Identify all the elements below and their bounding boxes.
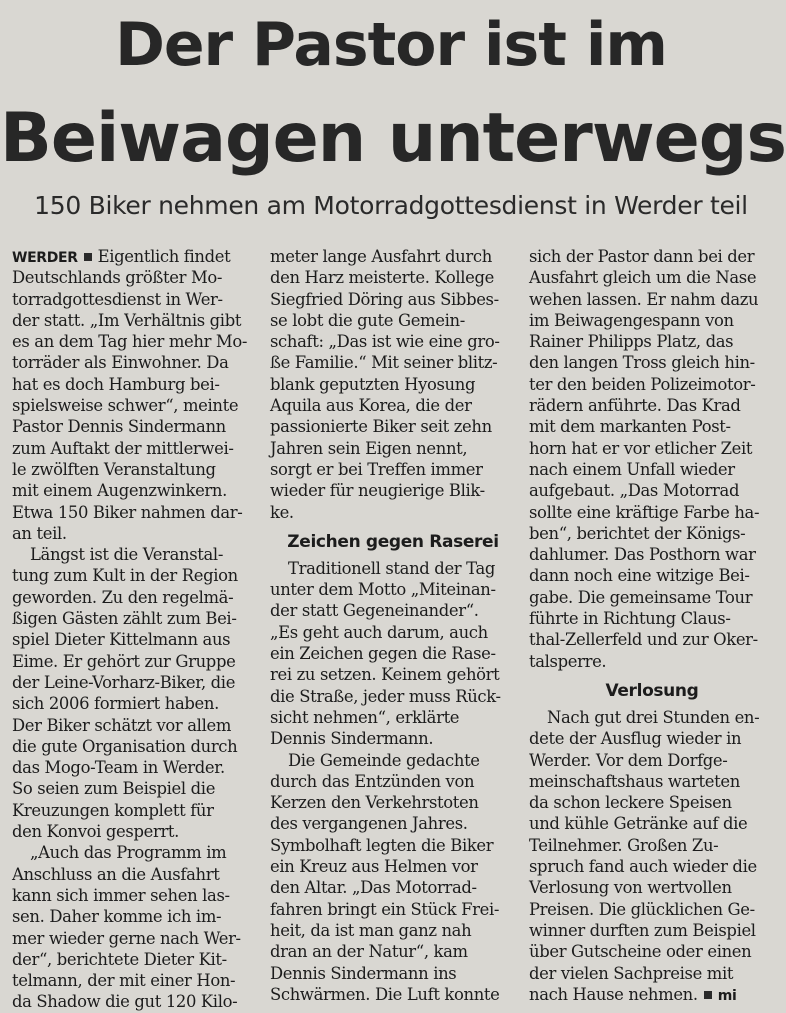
text-line: [529, 310, 775, 331]
text-line: [529, 813, 775, 834]
text-line-content: im Beiwagengespann von: [529, 310, 734, 330]
subheading: Zeichen gegen Raserei: [287, 531, 499, 552]
text-line: [270, 750, 516, 771]
text-line: [270, 792, 516, 813]
text-line: [529, 707, 775, 728]
text-line: [270, 771, 516, 792]
text-line: [270, 835, 516, 856]
text-line-content: sich der Pastor dann bei der: [529, 247, 755, 266]
text-line-content: winner durften zum Beispiel: [529, 920, 756, 940]
bullet-icon: [84, 253, 92, 261]
text-line: [270, 707, 516, 728]
text-line-content: Eime. Er gehört zur Gruppe: [12, 651, 236, 671]
text-line-content: sollte eine kräftige Farbe ha-: [529, 502, 760, 522]
text-line-content: Rainer Philipps Platz, das: [529, 332, 734, 352]
text-line-content: des vergangenen Jahres.: [270, 814, 468, 834]
paragraph: [12, 267, 258, 544]
article-column-2: [270, 246, 516, 1004]
paragraph: [270, 750, 516, 1006]
text-line-content: Preisen. Die glücklichen Ge-: [529, 899, 755, 919]
text-line-content: sen. Daher komme ich im-: [12, 907, 222, 927]
text-line: [529, 246, 775, 267]
headline-line-1: Der Pastor ist im: [115, 10, 667, 80]
text-line: [12, 395, 258, 416]
text-line: [12, 928, 258, 949]
text-line-content: Längst ist die Veranstal-: [30, 545, 224, 565]
text-line-content: Etwa 150 Biker nahmen dar-: [12, 502, 243, 522]
text-line-content: da schon leckere Speisen: [529, 793, 732, 813]
text-line-content: dann noch eine witzige Bei-: [529, 566, 750, 586]
text-line-content: zum Auftakt der mittlerwei-: [12, 438, 234, 458]
text-line: [270, 310, 516, 331]
text-line: [12, 736, 258, 757]
text-line: [270, 246, 516, 267]
text-line: [12, 715, 258, 736]
text-line-content: Jahren sein Eigen nennt,: [270, 438, 468, 458]
text-line: [12, 651, 258, 672]
text-line-content: „Auch das Programm im: [30, 843, 227, 863]
text-line-content: le zwölften Veranstaltung: [12, 459, 216, 479]
text-line: [12, 885, 258, 906]
text-line-content: aufgebaut. „Das Motorrad: [529, 481, 740, 501]
text-line-content: meter lange Ausfahrt durch: [270, 247, 492, 266]
text-line-content: den Altar. „Das Motorrad-: [270, 878, 477, 898]
text-line: [529, 750, 775, 771]
text-line: [270, 600, 516, 621]
text-line: [529, 899, 775, 920]
text-line: [12, 864, 258, 885]
text-line: [529, 856, 775, 877]
text-line: [12, 778, 258, 799]
text-line-content: ke.: [270, 502, 294, 522]
dateline: WERDER: [12, 250, 78, 266]
text-line: [529, 459, 775, 480]
text-line: [529, 480, 775, 501]
text-line: [529, 289, 775, 310]
text-line: [12, 480, 258, 501]
text-line: [270, 643, 516, 664]
paragraph: [270, 558, 516, 750]
text-line: [12, 331, 258, 352]
text-line-content: geworden. Zu den regelmä-: [12, 587, 234, 607]
text-line-content: blank geputzten Hyosung: [270, 374, 476, 394]
text-line-content: se lobt die gute Gemein-: [270, 310, 465, 330]
text-line-content: schaft: „Das ist wie eine gro-: [270, 332, 500, 352]
text-line-content: die Straße, jeder muss Rück-: [270, 686, 501, 706]
text-line: [270, 395, 516, 416]
text-line-content: passionierte Biker seit zehn: [270, 417, 492, 437]
text-line-content: mit einem Augenzwinkern.: [12, 481, 227, 501]
text-line-content: sich 2006 formiert haben.: [12, 694, 219, 714]
first-line-text: Eigentlich findet: [97, 247, 231, 266]
text-line-content: Ausfahrt gleich um die Nase: [529, 268, 757, 288]
text-line: [529, 267, 775, 288]
text-line-content: wehen lassen. Er nahm dazu: [529, 289, 759, 309]
text-line-content: dran an der Natur“, kam: [270, 942, 468, 962]
text-line-content: tung zum Kult in der Region: [12, 566, 238, 586]
text-line-content: durch das Entzünden von: [270, 771, 475, 791]
text-line-content: Der Biker schätzt vor allem: [12, 715, 232, 735]
text-line: [12, 544, 258, 565]
text-line: [529, 984, 775, 1005]
text-line-content: hat es doch Hamburg bei-: [12, 374, 220, 394]
text-line-content: torradgottesdienst in Wer-: [12, 289, 223, 309]
text-line: [529, 544, 775, 565]
text-line-content: ben“, berichtet der Königs-: [529, 523, 746, 543]
text-line: [529, 608, 775, 629]
subheadline: 150 Biker nehmen am Motorradgottesdienst in Werder teil: [34, 191, 748, 220]
text-line-content: sicht nehmen“, erklärte: [270, 707, 460, 727]
text-line: [529, 877, 775, 898]
text-line: [270, 664, 516, 685]
text-line-content: Kerzen den Verkehrstoten: [270, 793, 479, 813]
text-line: [529, 920, 775, 941]
text-line: [529, 728, 775, 749]
text-line: [270, 984, 516, 1005]
text-line: [270, 352, 516, 373]
text-line-content: Dennis Sindermann.: [270, 729, 434, 749]
text-line: [12, 906, 258, 927]
text-line-content: an teil.: [12, 523, 67, 543]
text-line-content: der statt. „Im Verhältnis gibt: [12, 310, 242, 330]
text-line: [12, 374, 258, 395]
text-line-content: Die Gemeinde gedachte: [288, 750, 480, 770]
text-line-content: den langen Tross gleich hin-: [529, 353, 755, 373]
text-line: [12, 991, 258, 1012]
text-line: [12, 565, 258, 586]
text-line: [12, 757, 258, 778]
text-line: [12, 310, 258, 331]
text-line-content: ße Familie.“ Mit seiner blitz-: [270, 353, 498, 373]
text-line-content: fahren bringt ein Stück Frei-: [270, 899, 500, 919]
text-line: [12, 693, 258, 714]
text-line-content: ter den beiden Polizeimotor-: [529, 374, 756, 394]
text-line: [529, 438, 775, 459]
text-line-content: Deutschlands größter Mo-: [12, 268, 223, 288]
first-line: [12, 246, 258, 267]
text-line: [12, 949, 258, 970]
text-line-content: Pastor Dennis Sindermann: [12, 417, 226, 437]
text-line-content: der vielen Sachpreise mit: [529, 963, 734, 983]
text-line-content: spiel Dieter Kittelmann aus: [12, 630, 231, 650]
text-line: [12, 608, 258, 629]
text-line-content: Siegfried Döring aus Sibbes-: [270, 289, 499, 309]
text-line-content: So seien zum Beispiel die: [12, 779, 216, 799]
text-line-content: der Leine-Vorharz-Biker, die: [12, 672, 236, 692]
text-line: [12, 587, 258, 608]
text-line-content: führte in Richtung Claus-: [529, 609, 731, 629]
text-line-content: der statt Gegeneinander“.: [270, 601, 479, 621]
text-line: [270, 579, 516, 600]
text-line-content: da Shadow die gut 120 Kilo-: [12, 992, 238, 1012]
text-line-content: es an dem Tag hier mehr Mo-: [12, 332, 248, 352]
text-line-content: dahlumer. Das Posthorn war: [529, 545, 756, 565]
text-line: [529, 963, 775, 984]
text-line-content: spruch fand auch wieder die: [529, 857, 757, 877]
text-line-content: mer wieder gerne nach Wer-: [12, 928, 241, 948]
text-line: [529, 502, 775, 523]
text-line: [12, 267, 258, 288]
text-line-content: telmann, der mit einer Hon-: [12, 971, 236, 991]
article-column-1: [12, 246, 258, 1012]
text-line: [270, 331, 516, 352]
text-line-content: meinschaftshaus warteten: [529, 771, 740, 791]
text-line-content: talsperre.: [529, 651, 607, 671]
text-line: [12, 821, 258, 842]
text-line: [12, 970, 258, 991]
text-line-content: kann sich immer sehen las-: [12, 885, 230, 905]
text-line: [529, 395, 775, 416]
text-line-content: ein Zeichen gegen die Rase-: [270, 644, 496, 664]
text-line: [529, 416, 775, 437]
text-line: [529, 629, 775, 650]
text-line: [529, 352, 775, 373]
text-line-content: rädern anführte. Das Krad: [529, 396, 741, 416]
text-line-content: nach einem Unfall wieder: [529, 459, 735, 479]
article-column-3: [529, 246, 775, 1004]
text-line-content: Symbolhaft legten die Biker: [270, 835, 494, 855]
text-line: [270, 267, 516, 288]
subheading: Verlosung: [605, 680, 699, 701]
text-line-content: über Gutscheine oder einen: [529, 942, 752, 962]
text-line-content: Werder. Vor dem Dorfge-: [529, 750, 728, 770]
text-line: [270, 622, 516, 643]
text-line-content: sorgt er bei Treffen immer: [270, 459, 483, 479]
text-line: [529, 523, 775, 544]
text-line-content: mit dem markanten Post-: [529, 417, 731, 437]
text-line: [270, 438, 516, 459]
bullet-icon: [704, 991, 712, 999]
text-line: [529, 792, 775, 813]
text-line: [12, 289, 258, 310]
text-line-content: heit, da ist man ganz nah: [270, 920, 472, 940]
text-line: [529, 565, 775, 586]
text-line-content: Schwärmen. Die Luft konnte: [270, 984, 500, 1004]
paragraph: [529, 246, 775, 672]
text-line: [270, 289, 516, 310]
text-line: [12, 438, 258, 459]
text-line: [270, 856, 516, 877]
text-line: [12, 842, 258, 863]
text-line-content: dete der Ausflug wieder in: [529, 729, 742, 749]
text-line: [529, 374, 775, 395]
text-line: [270, 502, 516, 523]
text-line-content: Aquila aus Korea, die der: [270, 396, 472, 416]
text-line-content: „Es geht auch darum, auch: [270, 622, 488, 642]
headline-line-2: Beiwagen unterwegs: [0, 99, 786, 178]
text-line-content: unter dem Motto „Miteinan-: [270, 580, 496, 600]
text-line: [270, 374, 516, 395]
text-line: [12, 629, 258, 650]
text-line: [270, 941, 516, 962]
text-line: [12, 523, 258, 544]
text-line: [270, 920, 516, 941]
text-line-content: Verlosung von wertvollen: [529, 878, 732, 898]
text-line-content: torräder als Einwohner. Da: [12, 353, 229, 373]
text-line-content: horn hat er vor etlicher Zeit: [529, 438, 753, 458]
text-line-content: wieder für neugierige Blik-: [270, 481, 485, 501]
text-line-content: Kreuzungen komplett für: [12, 800, 214, 820]
paragraph: [529, 707, 775, 1005]
text-line-content: Traditionell stand der Tag: [288, 558, 496, 578]
text-line: [529, 331, 775, 352]
text-line: [529, 771, 775, 792]
text-line: [270, 686, 516, 707]
text-line-content: Dennis Sindermann ins: [270, 963, 457, 983]
text-line-content: ein Kreuz aus Helmen vor: [270, 857, 478, 877]
text-line: [12, 352, 258, 373]
text-line: [12, 459, 258, 480]
text-line: [529, 651, 775, 672]
text-line-content: das Mogo-Team in Werder.: [12, 758, 225, 778]
text-line-content: rei zu setzen. Keinem gehört: [270, 665, 500, 685]
text-line: [270, 963, 516, 984]
text-line: [270, 813, 516, 834]
text-line: [529, 835, 775, 856]
text-line-content: und kühle Getränke auf die: [529, 814, 748, 834]
text-line: [12, 416, 258, 437]
text-line-content: ßigen Gästen zählt zum Bei-: [12, 609, 237, 629]
text-line-content: Nach gut drei Stunden en-: [547, 707, 760, 727]
text-line-content: spielsweise schwer“, meinte: [12, 396, 239, 416]
text-line: [12, 672, 258, 693]
text-line-content: der“, berichtete Dieter Kit-: [12, 949, 227, 969]
text-line: [529, 587, 775, 608]
text-line-content: thal-Zellerfeld und zur Oker-: [529, 630, 758, 650]
text-line-content: Anschluss an die Ausfahrt: [12, 864, 220, 884]
text-line: [270, 899, 516, 920]
text-line: [12, 502, 258, 523]
text-line: [270, 877, 516, 898]
text-line-content: den Harz meisterte. Kollege: [270, 268, 495, 288]
text-line-content: die gute Organisation durch: [12, 736, 238, 756]
text-line-content: Teilnehmer. Großen Zu-: [529, 835, 719, 855]
text-line: [12, 800, 258, 821]
author-initials: mi: [717, 987, 737, 1004]
text-line-content: den Konvoi gesperrt.: [12, 822, 180, 842]
paragraph: [12, 842, 258, 1012]
text-line: [529, 941, 775, 962]
text-line: [270, 459, 516, 480]
text-line: [270, 558, 516, 579]
text-line: [270, 728, 516, 749]
paragraph: [12, 544, 258, 842]
paragraph: [270, 246, 516, 523]
text-line: [270, 416, 516, 437]
text-line-content: gabe. Die gemeinsame Tour: [529, 587, 753, 607]
text-line: [270, 480, 516, 501]
text-line-content: nach Hause nehmen.: [529, 984, 698, 1004]
